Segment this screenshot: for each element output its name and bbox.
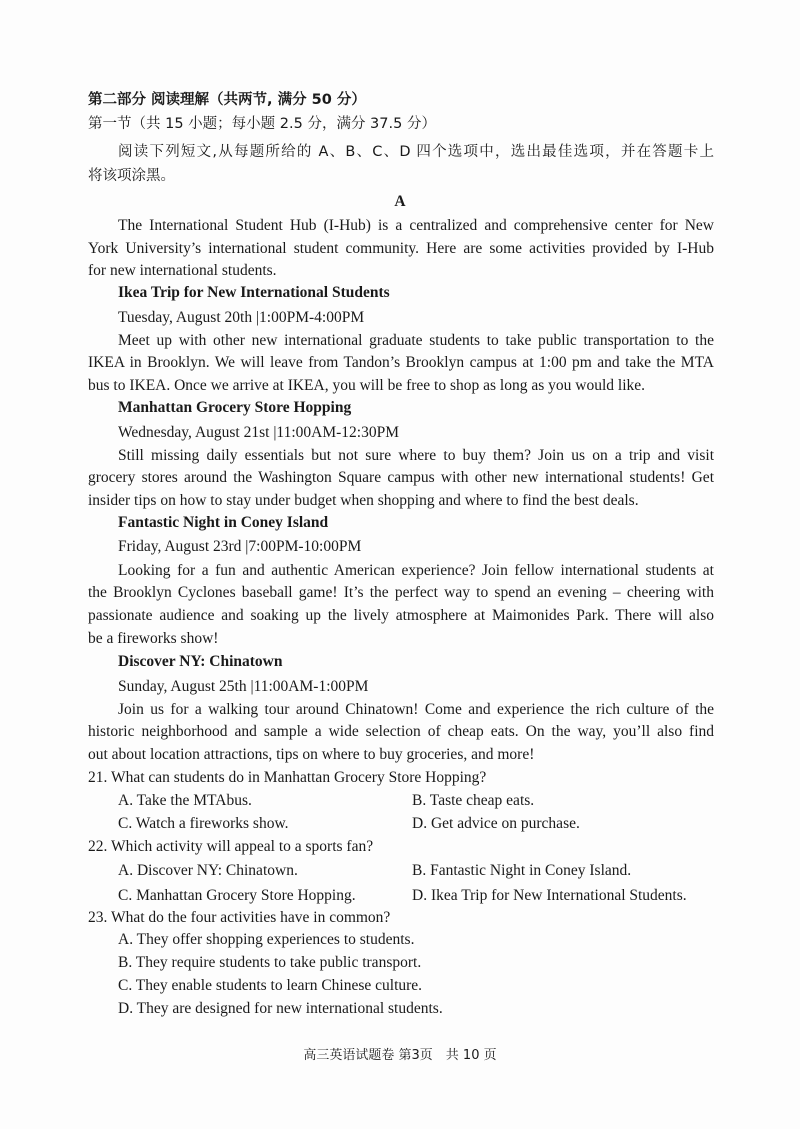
instructions-line: 将该项涂黑。 bbox=[88, 168, 175, 184]
activity-text: insider tips on how to stay under budget when shopping and where to find the best deals. bbox=[88, 492, 639, 509]
activity-text: Meet up with other new international graduate students to take public transportation to the bbox=[118, 332, 714, 349]
activity-text: bus to IKEA. Once we arrive at IKEA, you will be free to shop as long as you would like. bbox=[88, 377, 646, 394]
activity-text: passionate audience and soaking up the lively atmosphere at Maimonides Park. There will also bbox=[88, 607, 714, 624]
option: D. Get advice on purchase. bbox=[412, 815, 580, 832]
activity-title: Discover NY: Chinatown bbox=[118, 653, 283, 670]
activity-time: Friday, August 23rd |7:00PM-10:00PM bbox=[118, 538, 362, 555]
option: C. Watch a fireworks show. bbox=[118, 815, 289, 832]
activity-text: Still missing daily essentials but not sure where to buy them? Join us on a trip and visit bbox=[118, 447, 714, 464]
intro-line: York University’s international student community. Here are some activities provided by I-Hub bbox=[88, 240, 714, 257]
question-stem: 21. What can students do in Manhattan Grocery Store Hopping? bbox=[88, 769, 487, 786]
option: B. Fantastic Night in Coney Island. bbox=[412, 862, 632, 879]
instructions-line: 阅读下列短文,从每题所给的 A、B、C、D 四个选项中，选出最佳选项，并在答题卡上 bbox=[118, 144, 714, 160]
activity-text: the Brooklyn Cyclones baseball game! It’s the perfect way to spend an evening – cheering with bbox=[88, 584, 714, 601]
activity-title: Manhattan Grocery Store Hopping bbox=[118, 399, 352, 416]
activity-text: out about location attractions, tips on where to buy groceries, and more! bbox=[88, 746, 535, 763]
activity-title: Fantastic Night in Coney Island bbox=[118, 514, 329, 531]
question-stem: 22. Which activity will appeal to a sports fan? bbox=[88, 838, 374, 855]
option: D. They are designed for new international students. bbox=[118, 1000, 443, 1017]
option: C. They enable students to learn Chinese culture. bbox=[118, 977, 423, 994]
activity-title: Ikea Trip for New International Students bbox=[118, 284, 390, 301]
passage-label: A bbox=[394, 193, 406, 210]
activity-text: Join us for a walking tour around Chinatown! Come and experience the rich culture of the bbox=[118, 701, 714, 718]
option: B. They require students to take public transport. bbox=[118, 954, 422, 971]
activity-time: Sunday, August 25th |11:00AM-1:00PM bbox=[118, 678, 369, 695]
activity-text: be a fireworks show! bbox=[88, 630, 219, 647]
activity-text: grocery stores around the Washington Square campus with other new international students! Get bbox=[88, 469, 714, 486]
intro-line: The International Student Hub (I-Hub) is a centralized and comprehensive center for New bbox=[118, 217, 714, 234]
option: C. Manhattan Grocery Store Hopping. bbox=[118, 887, 356, 904]
option: A. Take the MTAbus. bbox=[118, 792, 252, 809]
section-title: 第一节（共 15 小题；每小题 2.5 分，满分 37.5 分） bbox=[88, 116, 436, 132]
activity-text: historic neighborhood and sample a wide selection of cheap eats. On the way, you’ll also find bbox=[88, 723, 714, 740]
question-stem: 23. What do the four activities have in common? bbox=[88, 909, 391, 926]
activity-text: IKEA in Brooklyn. We will leave from Tandon’s Brooklyn campus at 1:00 pm and take the MTA bbox=[88, 354, 714, 371]
option: B. Taste cheap eats. bbox=[412, 792, 535, 809]
activity-time: Wednesday, August 21st |11:00AM-12:30PM bbox=[118, 424, 399, 441]
part-title: 第二部分 阅读理解（共两节, 满分 50 分） bbox=[88, 92, 366, 108]
activity-time: Tuesday, August 20th |1:00PM-4:00PM bbox=[118, 309, 365, 326]
option: D. Ikea Trip for New International Students. bbox=[412, 887, 687, 904]
intro-line: for new international students. bbox=[88, 262, 277, 279]
option: A. Discover NY: Chinatown. bbox=[118, 862, 298, 879]
activity-text: Looking for a fun and authentic American experience? Join fellow international students at bbox=[118, 562, 714, 579]
page-footer: 高三英语试题卷 第3页 共 10 页 bbox=[303, 1048, 497, 1063]
option: A. They offer shopping experiences to students. bbox=[118, 931, 415, 948]
